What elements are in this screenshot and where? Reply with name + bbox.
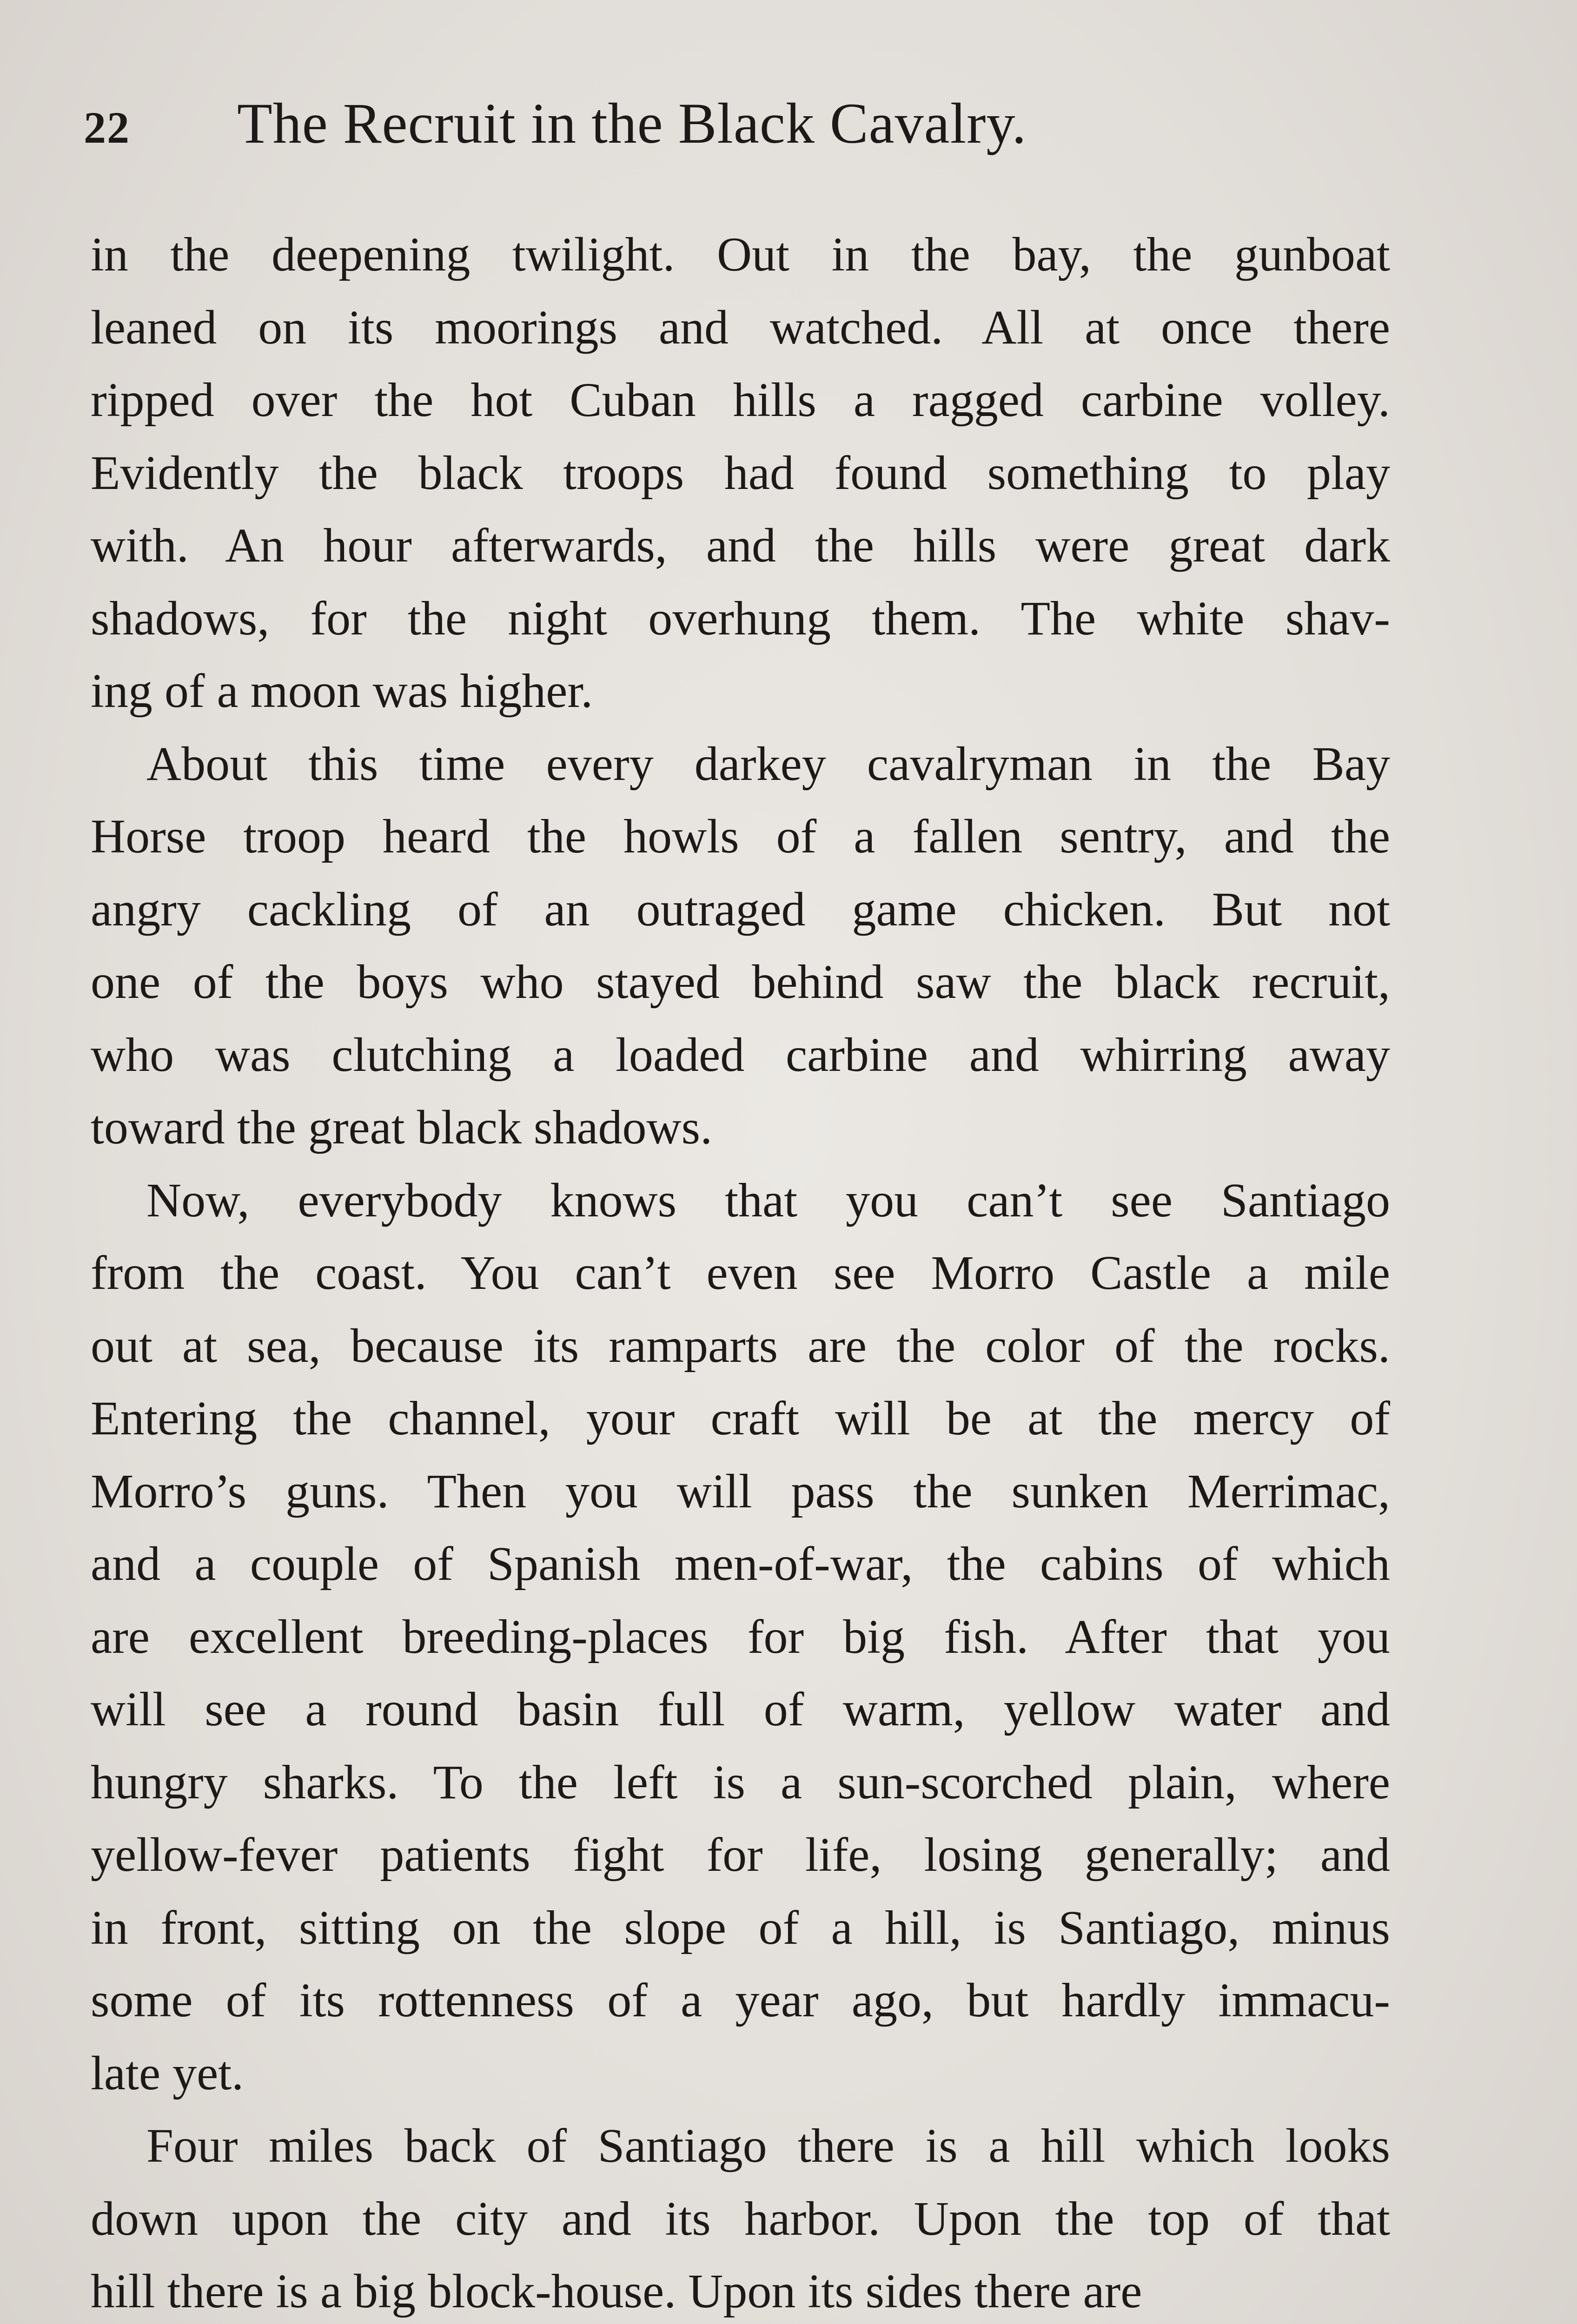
paragraph (91, 218, 1390, 728)
text-line: angry cackling of an outraged game chicken. But not (91, 882, 1390, 936)
text-line: hill there is a big block-house. Upon its sides there are (91, 2265, 1142, 2318)
text-line: one of the boys who stayed behind saw the black recruit, (91, 955, 1390, 1009)
text-line: from the coast. You can’t even see Morro Castle a mile (91, 1246, 1390, 1300)
text-line: shadows, for the night overhung them. The white shav- (91, 591, 1390, 645)
running-title: The Recruit in the Black Cavalry. (237, 92, 1027, 155)
text-line: hungry sharks. To the left is a sun-scorched plain, where (91, 1755, 1390, 1809)
text-line: will see a round basin full of warm, yellow water and (91, 1683, 1390, 1736)
text-line: out at sea, because its ramparts are the color of the rocks. (91, 1319, 1390, 1373)
text-line: Entering the channel, your craft will be at the mercy of (91, 1392, 1390, 1445)
text-line: ripped over the hot Cuban hills a ragged carbine volley. (91, 373, 1390, 427)
paragraph (91, 2110, 1390, 2324)
text-line: Horse troop heard the howls of a fallen sentry, and the (91, 810, 1390, 863)
text-line: Evidently the black troops had found something to play (91, 446, 1390, 500)
text-line: Morro’s guns. Then you will pass the sunken Merrimac, (91, 1464, 1390, 1518)
text-line: late yet. (91, 2046, 244, 2100)
text-line: in front, sitting on the slope of a hill, is Santiago, minus (91, 1901, 1390, 1954)
text-line: down upon the city and its harbor. Upon the top of that (91, 2192, 1390, 2245)
text-line: who was clutching a loaded carbine and whirring away (91, 1028, 1390, 1082)
text-line: About this time every darkey cavalryman in the Bay (146, 737, 1390, 791)
text-line: Now, everybody knows that you can’t see Santiago (146, 1173, 1390, 1227)
text-line: in the deepening twilight. Out in the bay, the gunboat (91, 228, 1390, 281)
text-line: leaned on its moorings and watched. All at once there (91, 300, 1390, 354)
page-number: 22 (84, 103, 130, 152)
text-line: toward the great black shadows. (91, 1101, 713, 1154)
text-line: and a couple of Spanish men-of-war, the cabins of which (91, 1537, 1390, 1591)
text-line: with. An hour afterwards, and the hills were great dark (91, 519, 1390, 572)
body-text (91, 218, 1390, 2324)
text-line: ing of a moon was higher. (91, 664, 593, 718)
paragraph (91, 1164, 1390, 2110)
text-line: are excellent breeding-places for big fish. After that you (91, 1610, 1390, 1664)
text-line: some of its rottenness of a year ago, but hardly immacu- (91, 1974, 1390, 2027)
paragraph (91, 728, 1390, 1164)
text-line: yellow-fever patients fight for life, losing generally; and (91, 1828, 1390, 1882)
text-line: Four miles back of Santiago there is a hill which looks (146, 2119, 1390, 2172)
page-header (84, 91, 1385, 174)
